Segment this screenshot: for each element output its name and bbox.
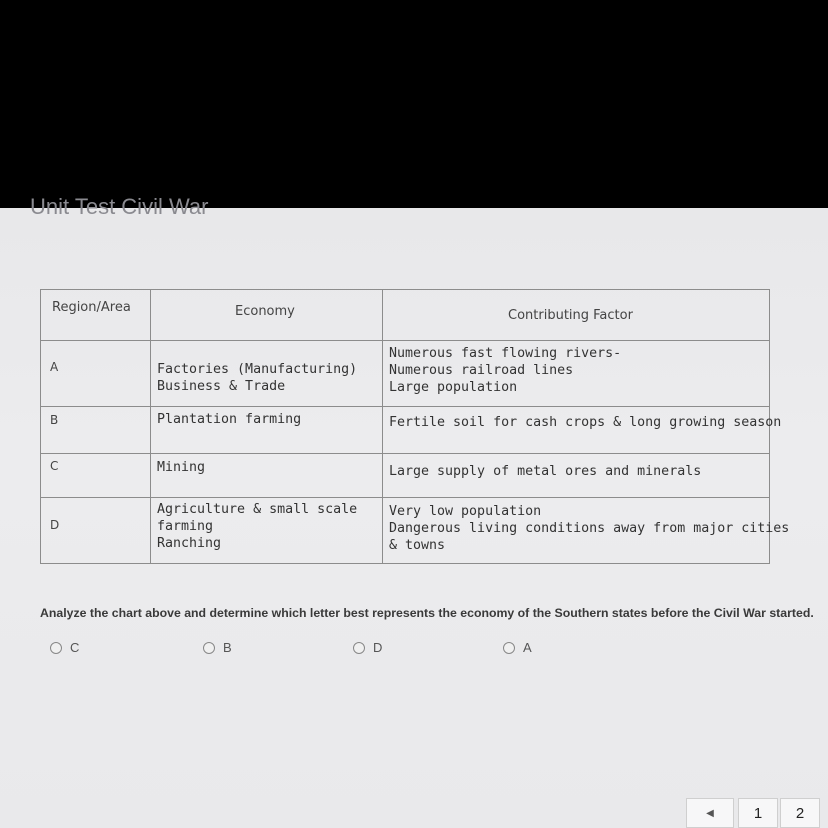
header-factor: Contributing Factor [508, 308, 633, 323]
row-letter: D [50, 518, 60, 532]
option-label: B [223, 640, 232, 655]
option-label: D [373, 640, 383, 655]
row-factor: Very low population Dangerous living conditions away from major cities & towns [389, 504, 790, 553]
row-factor: Fertile soil for cash crops & long growing season [389, 415, 782, 430]
page-number: 1 [753, 804, 763, 822]
radio-icon[interactable] [503, 642, 515, 654]
header-economy: Economy [235, 304, 295, 319]
page-number: 2 [795, 804, 805, 822]
row-economy: Agriculture & small scale farming Ranching [157, 502, 358, 551]
row-economy: Factories (Manufacturing) Business & Trade [157, 362, 358, 394]
radio-icon[interactable] [203, 642, 215, 654]
row-factor: Large supply of metal ores and minerals [389, 464, 702, 479]
option-label: A [523, 640, 532, 655]
row-letter: A [50, 360, 59, 374]
option-label: C [70, 640, 80, 655]
answer-option-a[interactable] [503, 640, 532, 655]
radio-icon[interactable] [353, 642, 365, 654]
row-economy: Mining [157, 460, 206, 475]
radio-icon[interactable] [50, 642, 62, 654]
page-1-button[interactable] [738, 798, 778, 828]
header-region: Region/Area [52, 300, 131, 315]
row-letter: B [50, 413, 59, 427]
page-title: Unit Test Civil War [30, 194, 209, 219]
page-2-button[interactable] [780, 798, 820, 828]
question-screen [0, 194, 828, 828]
economy-table [40, 289, 790, 564]
question-text: Analyze the chart above and determine which letter best represents the economy of the Southern states before the Civil War started. [40, 606, 814, 620]
answer-option-c[interactable] [50, 640, 79, 655]
triangle-left-icon: ◀ [706, 807, 714, 819]
prev-page-button[interactable] [686, 798, 734, 828]
row-letter: C [50, 459, 59, 473]
row-economy: Plantation farming [157, 412, 302, 427]
row-factor: Numerous fast flowing rivers- Numerous railroad lines Large population [389, 346, 622, 395]
answer-option-d[interactable] [353, 640, 382, 655]
answer-option-b[interactable] [203, 640, 232, 655]
